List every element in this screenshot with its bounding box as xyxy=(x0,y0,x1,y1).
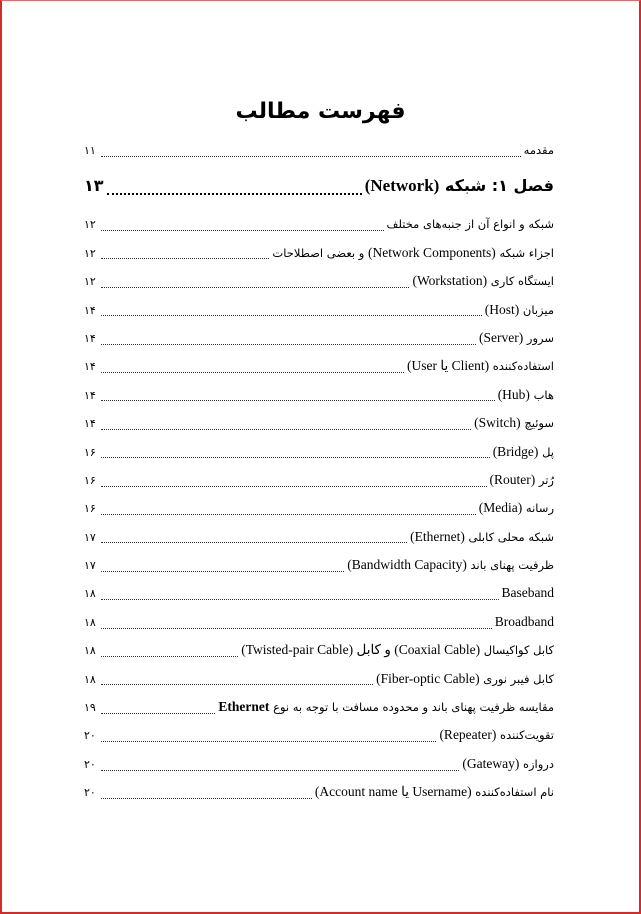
toc-entry[interactable] xyxy=(84,523,554,551)
toc-entry[interactable] xyxy=(84,466,554,494)
toc-entry-label: رُتر (Router) xyxy=(489,471,554,487)
toc-entry-label: تقویت‌کننده (Repeater) xyxy=(439,727,554,743)
page-number: ۱۲ xyxy=(84,218,96,232)
page-number: ۱۱ xyxy=(84,144,96,157)
page-number: ۱۴ xyxy=(84,331,96,345)
page-number: ۱۳ xyxy=(84,176,104,196)
toc-entry[interactable] xyxy=(84,267,554,295)
toc-entry[interactable] xyxy=(84,409,554,437)
page-number: ۱۶ xyxy=(84,473,96,487)
leader-dots xyxy=(101,656,238,657)
toc-entry-label: مقایسه ظرفیت پهنای باند و محدوده مسافت با توجه به نوع Ethernet xyxy=(218,699,554,715)
toc-entry-label: سرور (Server) xyxy=(479,329,554,345)
toc-entry-label: پل (Bridge) xyxy=(492,443,554,459)
leader-dots xyxy=(101,770,459,771)
toc-entry-label: رسانه (Media) xyxy=(478,500,554,516)
page-number: ۱۴ xyxy=(84,360,96,374)
toc-entry[interactable] xyxy=(84,381,554,409)
toc-entry-label: نام استفاده‌کننده (Username یا Account name) xyxy=(314,784,554,800)
toc-entry-label: ایستگاه کاری (Workstation) xyxy=(412,273,554,289)
page-number: ۲۰ xyxy=(84,757,96,771)
toc-entry-label: اجزاء شبکه (Network Components) و بعضی اصطلاحات xyxy=(272,244,554,260)
leader-dots xyxy=(101,628,492,629)
toc-entry-label: هاب (Hub) xyxy=(497,386,554,402)
toc-entry[interactable] xyxy=(84,210,554,238)
leader-dots xyxy=(101,400,495,401)
page-number: ۱۶ xyxy=(84,502,96,516)
page-number: ۱۲ xyxy=(84,275,96,289)
leader-dots xyxy=(101,315,482,316)
page-number: ۱۴ xyxy=(84,388,96,402)
leader-dots xyxy=(101,156,521,157)
toc-entry[interactable] xyxy=(84,296,554,324)
toc-entry[interactable] xyxy=(84,636,554,664)
page-number: ۱۹ xyxy=(84,701,96,715)
toc-entry-label: Baseband xyxy=(501,585,554,601)
toc-chapter[interactable] xyxy=(84,164,554,208)
toc-entry-label: سوئیچ (Switch) xyxy=(474,415,554,431)
leader-dots xyxy=(107,193,362,195)
leader-dots xyxy=(101,344,476,345)
toc-entry[interactable] xyxy=(84,324,554,352)
page-number: ۱۸ xyxy=(84,615,96,629)
page-number: ۱۷ xyxy=(84,530,96,544)
page-number: ۱۸ xyxy=(84,672,96,686)
leader-dots xyxy=(101,514,476,515)
toc-entry[interactable] xyxy=(84,136,554,164)
page-number: ۱۲ xyxy=(84,246,96,260)
page-number: ۱۸ xyxy=(84,644,96,658)
leader-dots xyxy=(101,372,404,373)
toc-entry[interactable] xyxy=(84,778,554,806)
toc-entry[interactable] xyxy=(84,494,554,522)
toc-entry[interactable] xyxy=(84,239,554,267)
toc-entry-label: مقدمه xyxy=(523,143,554,157)
toc-entry-label: دروازه (Gateway) xyxy=(462,755,554,771)
leader-dots xyxy=(101,258,269,259)
table-of-contents xyxy=(84,136,554,807)
leader-dots xyxy=(101,486,487,487)
toc-entry-label: میزبان (Host) xyxy=(484,301,554,317)
toc-entry[interactable] xyxy=(84,750,554,778)
leader-dots xyxy=(101,599,499,600)
toc-entry-label: شبکه و انواع آن از جنبه‌های مختلف xyxy=(386,217,554,232)
page-number: ۲۰ xyxy=(84,729,96,743)
toc-entry[interactable] xyxy=(84,352,554,380)
leader-dots xyxy=(101,542,407,543)
page-number: ۱۸ xyxy=(84,587,96,601)
toc-entry[interactable] xyxy=(84,721,554,749)
page-number: ۱۴ xyxy=(84,303,96,317)
toc-entry[interactable] xyxy=(84,579,554,607)
toc-entry[interactable] xyxy=(84,438,554,466)
toc-entry[interactable] xyxy=(84,608,554,636)
leader-dots xyxy=(101,429,471,430)
toc-entry[interactable] xyxy=(84,551,554,579)
leader-dots xyxy=(101,287,409,288)
toc-entry-label: کابل فیبر نوری (Fiber-optic Cable) xyxy=(376,670,554,686)
toc-entry[interactable] xyxy=(84,665,554,693)
leader-dots xyxy=(101,713,215,714)
page-number: ۱۴ xyxy=(84,417,96,431)
leader-dots xyxy=(101,571,344,572)
page-number: ۱۷ xyxy=(84,559,96,573)
leader-dots xyxy=(101,230,384,231)
toc-entry-label: کابل کواکیسال (Coaxial Cable) و کابل (Twisted-pair Cable) xyxy=(241,642,554,658)
toc-entry-label: استفاده‌کننده (Client یا User) xyxy=(406,358,554,374)
toc-entry-label: ظرفیت پهنای باند (Bandwidth Capacity) xyxy=(347,557,554,573)
leader-dots xyxy=(101,457,490,458)
toc-entry-label: شبکه محلی کابلی (Ethernet) xyxy=(410,528,554,544)
toc-entry[interactable] xyxy=(84,693,554,721)
page-number: ۲۰ xyxy=(84,786,96,800)
toc-entry-label: Broadband xyxy=(494,613,554,629)
toc-entry-label: فصل ۱: شبکه (Network) xyxy=(364,176,554,196)
leader-dots xyxy=(101,798,312,799)
leader-dots xyxy=(101,741,436,742)
leader-dots xyxy=(101,684,373,685)
toc-title: فهرست مطالب xyxy=(235,99,406,124)
page-number: ۱۶ xyxy=(84,445,96,459)
